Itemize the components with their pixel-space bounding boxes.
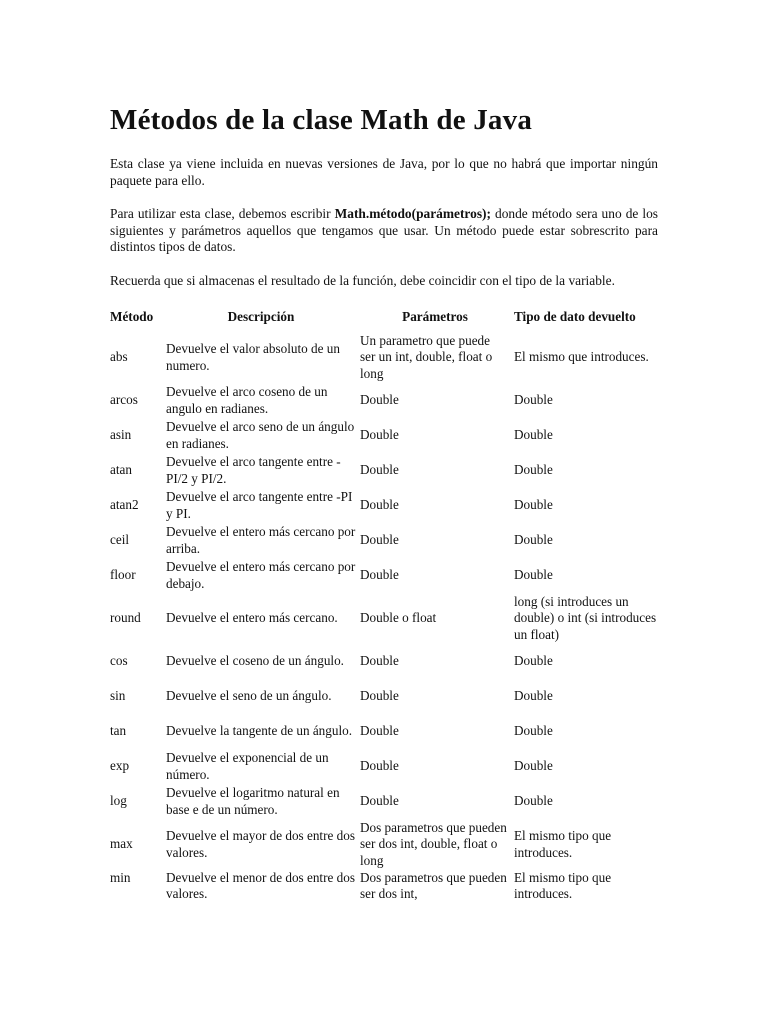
page-title: Métodos de la clase Math de Java xyxy=(110,104,533,136)
table-header-row xyxy=(110,306,658,332)
cell-method: cos xyxy=(110,653,128,669)
methods-table xyxy=(110,306,658,906)
cell-returns: Double xyxy=(514,532,553,548)
cell-params: Un parametro que puede ser un int, double, float o long xyxy=(360,333,493,381)
table-row xyxy=(110,870,658,906)
cell-method: log xyxy=(110,793,127,809)
cell-description: Devuelve el entero más cercano por debajo. xyxy=(166,559,356,591)
cell-returns: Double xyxy=(514,653,553,669)
cell-method: max xyxy=(110,836,133,852)
table-row xyxy=(110,679,658,714)
table-row xyxy=(110,714,658,749)
cell-returns: El mismo tipo que introduces. xyxy=(514,828,612,860)
cell-description: Devuelve el entero más cercano por arriba. xyxy=(166,524,356,556)
usage-syntax: Math.método(parámetros); xyxy=(334,206,491,221)
cell-method: min xyxy=(110,870,131,885)
cell-params: Double xyxy=(360,688,399,704)
cell-returns: El mismo que introduces. xyxy=(514,349,649,365)
table-row xyxy=(110,332,658,383)
cell-method: sin xyxy=(110,688,126,704)
header-params: Parámetros xyxy=(402,308,468,324)
table-row xyxy=(110,784,658,819)
cell-description: Devuelve el logaritmo natural en base e de un número. xyxy=(166,785,340,817)
header-method: Método xyxy=(110,308,154,324)
cell-params: Double xyxy=(360,532,399,548)
cell-returns: Double xyxy=(514,723,553,739)
cell-method: exp xyxy=(110,758,130,774)
cell-description: Devuelve el coseno de un ángulo. xyxy=(166,653,344,669)
table-row xyxy=(110,749,658,784)
cell-method: ceil xyxy=(110,532,130,548)
cell-description: Devuelve el arco tangente entre -PI/2 y PI/2. xyxy=(166,454,341,486)
cell-returns: Double xyxy=(514,427,553,443)
cell-description: Devuelve el arco coseno de un angulo en radianes. xyxy=(166,384,328,416)
cell-params: Double xyxy=(360,497,399,513)
table-row xyxy=(110,523,658,558)
cell-description: Devuelve el menor de dos entre dos valores. xyxy=(166,870,355,902)
header-description: Descripción xyxy=(227,308,295,324)
cell-params: Double xyxy=(360,392,399,408)
cell-description: Devuelve el arco tangente entre -PI y PI. xyxy=(166,489,353,521)
table-row xyxy=(110,644,658,679)
cell-params: Dos parametros que pueden ser dos int, double, float o long xyxy=(360,820,507,868)
cell-method: abs xyxy=(110,349,128,365)
cell-description: Devuelve el mayor de dos entre dos valores. xyxy=(166,828,355,860)
cell-method: round xyxy=(110,610,141,626)
cell-params: Double xyxy=(360,427,399,443)
cell-params: Double xyxy=(360,758,399,774)
cell-params: Double xyxy=(360,462,399,478)
cell-returns: long (si introduces un double) o int (si introduces un float) xyxy=(514,594,657,642)
cell-description: Devuelve el entero más cercano. xyxy=(166,610,338,626)
cell-params: Dos parametros que pueden ser dos int, xyxy=(360,870,507,902)
cell-returns: Double xyxy=(514,497,553,513)
cell-description: Devuelve el arco seno de un ángulo en radianes. xyxy=(166,419,355,451)
usage-text-before: Para utilizar esta clase, debemos escribir xyxy=(110,206,335,221)
cell-description: Devuelve la tangente de un ángulo. xyxy=(166,723,353,739)
intro-paragraph: Esta clase ya viene incluida en nuevas versiones de Java, por lo que no habrá que importar ningún paquete para ello. xyxy=(110,156,658,188)
cell-params: Double o float xyxy=(360,610,437,626)
cell-returns: Double xyxy=(514,567,553,583)
cell-returns: Double xyxy=(514,688,553,704)
cell-returns: Double xyxy=(514,462,553,478)
cell-method: arcos xyxy=(110,392,138,408)
table-row xyxy=(110,383,658,418)
table-row xyxy=(110,418,658,453)
usage-paragraph xyxy=(110,206,658,256)
cell-description: Devuelve el exponencial de un número. xyxy=(166,750,329,782)
table-row xyxy=(110,558,658,593)
cell-returns: Double xyxy=(514,392,553,408)
table-row xyxy=(110,819,658,870)
cell-method: atan xyxy=(110,462,132,478)
cell-method: atan2 xyxy=(110,497,139,513)
header-returns: Tipo de dato devuelto xyxy=(514,308,636,324)
cell-description: Devuelve el seno de un ángulo. xyxy=(166,688,332,704)
cell-params: Double xyxy=(360,793,399,809)
cell-returns: Double xyxy=(514,793,553,809)
note-paragraph: Recuerda que si almacenas el resultado de la función, debe coincidir con el tipo de la variable. xyxy=(110,272,615,288)
cell-returns: Double xyxy=(514,758,553,774)
cell-description: Devuelve el valor absoluto de un numero. xyxy=(166,341,340,373)
cell-params: Double xyxy=(360,723,399,739)
cell-method: tan xyxy=(110,723,127,739)
table-row xyxy=(110,593,658,644)
cell-params: Double xyxy=(360,567,399,583)
usage-text-after: donde método sera uno de los siguientes y parámetros aquellos que tengamos que usar. Un método puede estar sobrescrito para distintos tipos de datos. xyxy=(110,206,658,254)
document-page xyxy=(110,100,658,906)
cell-method: asin xyxy=(110,427,132,443)
cell-returns: El mismo tipo que introduces. xyxy=(514,870,612,902)
cell-method: floor xyxy=(110,567,136,583)
table-row xyxy=(110,488,658,523)
table-row xyxy=(110,453,658,488)
cell-params: Double xyxy=(360,653,399,669)
